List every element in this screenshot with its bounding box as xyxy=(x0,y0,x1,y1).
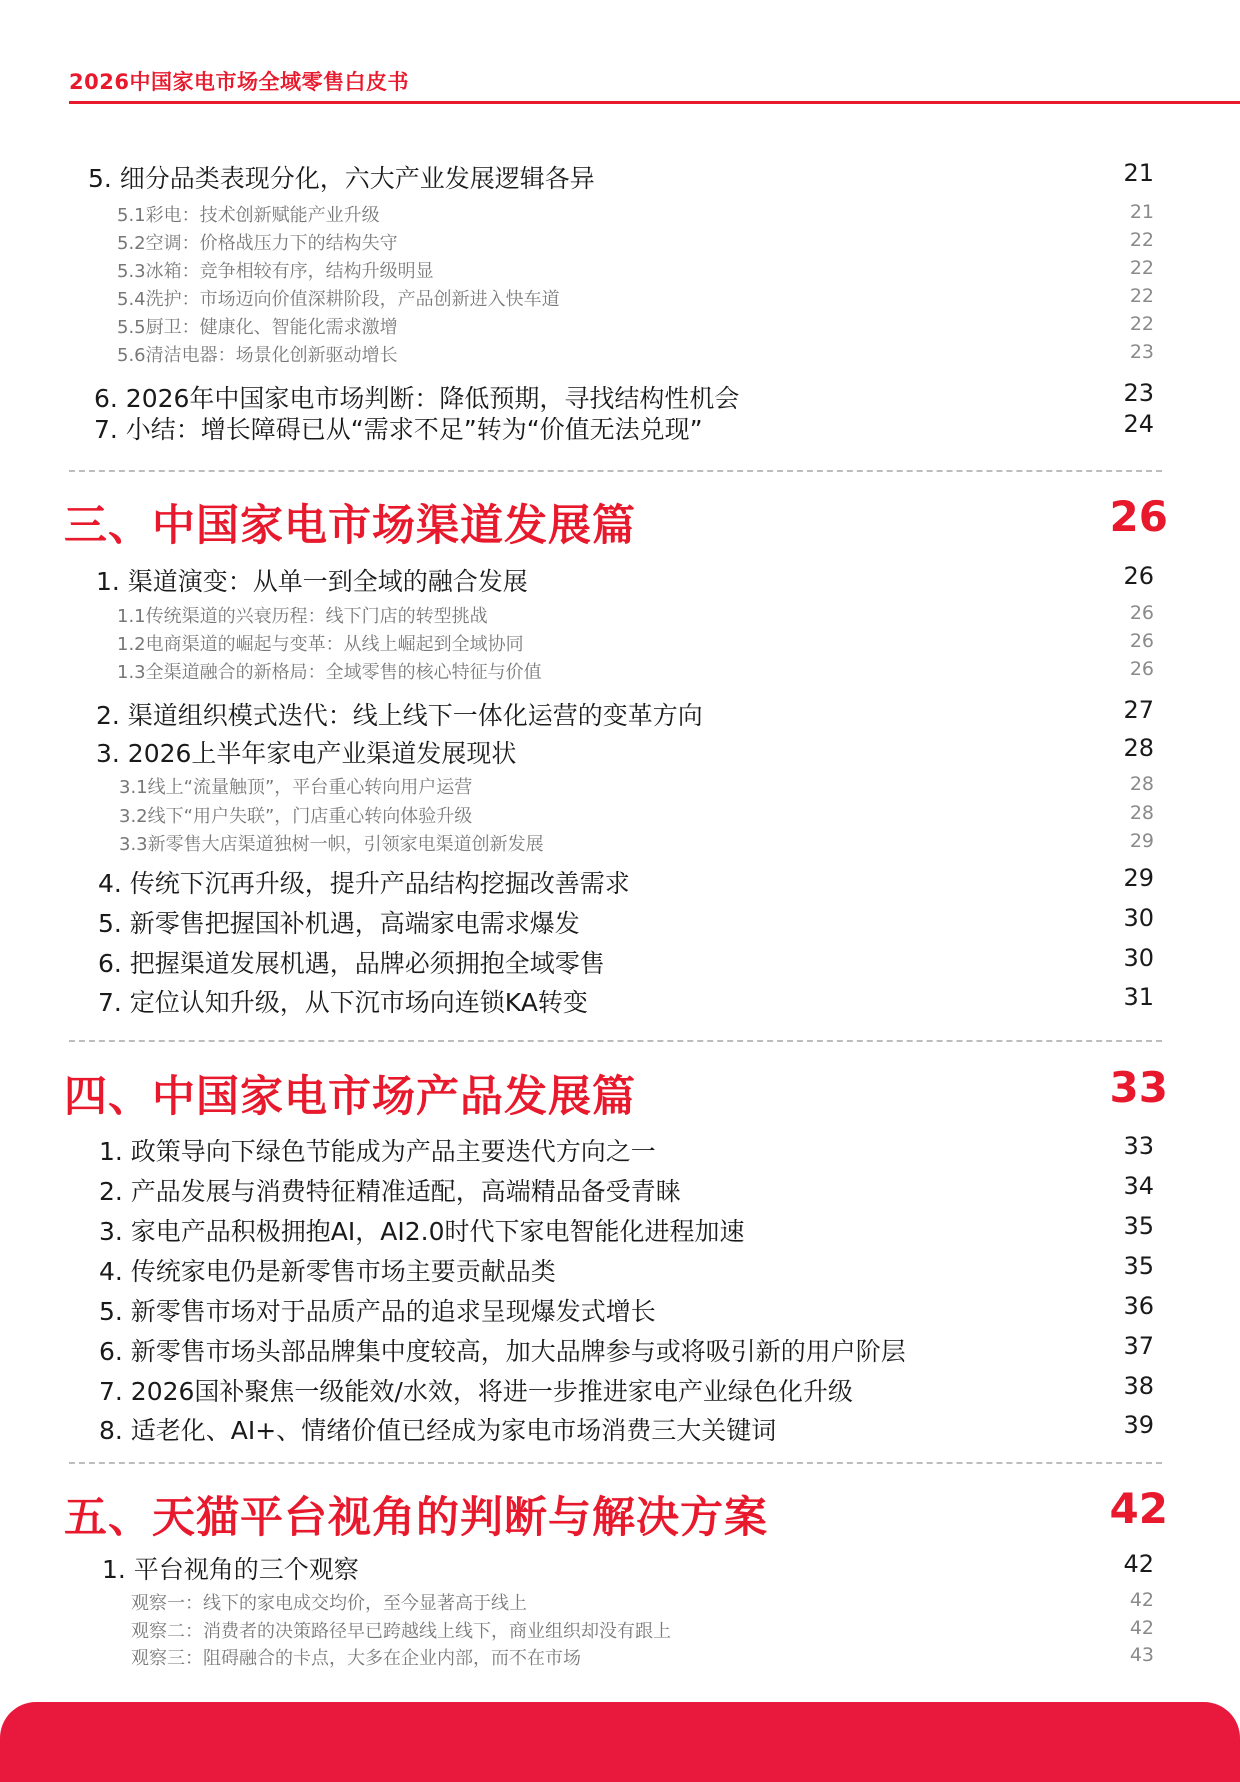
section-divider xyxy=(69,470,1162,472)
toc-entry-page: 36 xyxy=(1123,1292,1154,1320)
toc-subentry-title: 3.3新零售大店渠道独树一帜，引领家电渠道创新发展 xyxy=(119,834,544,855)
toc-subentry-page: 28 xyxy=(1129,773,1154,795)
toc-entry-title: 7. 定位认知升级，从下沉市场向连锁KA转变 xyxy=(98,988,588,1017)
toc-entry-title: 5. 细分品类表现分化，六大产业发展逻辑各异 xyxy=(88,164,595,193)
toc-entry-page: 35 xyxy=(1123,1212,1154,1240)
toc-subentry-title: 1.3全渠道融合的新格局：全域零售的核心特征与价值 xyxy=(117,662,542,683)
toc-subentry-page: 26 xyxy=(1129,658,1154,680)
toc-entry-page: 30 xyxy=(1123,904,1154,932)
toc-subentry-title: 5.1彩电：技术创新赋能产业升级 xyxy=(117,205,380,226)
toc-entry-page: 38 xyxy=(1123,1372,1154,1400)
toc-subentry-title: 观察二：消费者的决策路径早已跨越线上线下，商业组织却没有跟上 xyxy=(131,1621,671,1642)
toc-subentry-page: 22 xyxy=(1129,313,1154,335)
toc-subentry-page: 43 xyxy=(1129,1644,1154,1666)
toc-entry-title: 8. 适老化、AI+、情绪价值已经成为家电市场消费三大关键词 xyxy=(99,1416,777,1445)
toc-subentry-title: 观察一：线下的家电成交均价，至今显著高于线上 xyxy=(131,1593,527,1614)
toc-subentry-title: 1.1传统渠道的兴衰历程：线下门店的转型挑战 xyxy=(117,606,488,627)
toc-subentry-title: 5.2空调：价格战压力下的结构失守 xyxy=(117,233,398,254)
toc-entry-page: 34 xyxy=(1123,1172,1154,1200)
toc-entry-title: 4. 传统下沉再升级，提升产品结构挖掘改善需求 xyxy=(98,869,630,898)
toc-entry-title: 6. 2026年中国家电市场判断：降低预期，寻找结构性机会 xyxy=(94,384,740,413)
toc-entry-title: 3. 家电产品积极拥抱AI，AI2.0时代下家电智能化进程加速 xyxy=(99,1217,745,1246)
toc-subentry-page: 29 xyxy=(1129,830,1154,852)
toc-subentry-title: 观察三：阻碍融合的卡点，大多在企业内部，而不在市场 xyxy=(131,1648,581,1669)
toc-entry-page: 39 xyxy=(1123,1411,1154,1439)
toc-entry-title: 7. 2026国补聚焦一级能效/水效，将进一步推进家电产业绿色化升级 xyxy=(99,1377,853,1406)
toc-entry-page: 21 xyxy=(1123,159,1154,187)
toc-entry-title: 5. 新零售市场对于品质产品的追求呈现爆发式增长 xyxy=(99,1297,656,1326)
section-page: 26 xyxy=(1109,492,1168,541)
toc-subentry-page: 42 xyxy=(1129,1617,1154,1639)
toc-entry-title: 2. 产品发展与消费特征精准适配，高端精品备受青睐 xyxy=(99,1177,681,1206)
toc-subentry-page: 26 xyxy=(1129,602,1154,624)
document-title: 2026中国家电市场全域零售白皮书 xyxy=(69,70,409,94)
toc-entry-title: 5. 新零售把握国补机遇，高端家电需求爆发 xyxy=(98,909,580,938)
toc-subentry-page: 22 xyxy=(1129,257,1154,279)
toc-entry-title: 1. 渠道演变：从单一到全域的融合发展 xyxy=(96,567,528,596)
toc-entry-title: 1. 政策导向下绿色节能成为产品主要迭代方向之一 xyxy=(99,1137,656,1166)
section-page: 42 xyxy=(1109,1484,1168,1533)
toc-entry-page: 24 xyxy=(1123,410,1154,438)
section-title: 三、中国家电市场渠道发展篇 xyxy=(64,501,636,551)
toc-entry-page: 31 xyxy=(1123,983,1154,1011)
toc-subentry-page: 42 xyxy=(1129,1589,1154,1611)
toc-subentry-page: 26 xyxy=(1129,630,1154,652)
toc-entry-title: 1. 平台视角的三个观察 xyxy=(102,1555,359,1584)
toc-entry-page: 42 xyxy=(1123,1550,1154,1578)
toc-subentry-title: 5.6清洁电器：场景化创新驱动增长 xyxy=(117,345,398,366)
toc-entry-page: 30 xyxy=(1123,944,1154,972)
toc-subentry-title: 3.2线下“用户失联”，门店重心转向体验升级 xyxy=(119,806,473,827)
toc-entry-page: 28 xyxy=(1123,734,1154,762)
toc-subentry-page: 22 xyxy=(1129,285,1154,307)
toc-subentry-title: 5.3冰箱：竞争相较有序，结构升级明显 xyxy=(117,261,434,282)
toc-entry-title: 6. 把握渠道发展机遇，品牌必须拥抱全域零售 xyxy=(98,949,605,978)
toc-subentry-title: 5.4洗护：市场迈向价值深耕阶段，产品创新进入快车道 xyxy=(117,289,560,310)
toc-subentry-page: 23 xyxy=(1129,341,1154,363)
section-title: 四、中国家电市场产品发展篇 xyxy=(64,1072,636,1122)
toc-entry-title: 3. 2026上半年家电产业渠道发展现状 xyxy=(96,739,517,768)
toc-entry-title: 2. 渠道组织模式迭代：线上线下一体化运营的变革方向 xyxy=(96,701,703,730)
section-divider xyxy=(69,1462,1162,1464)
toc-entry-title: 6. 新零售市场头部品牌集中度较高，加大品牌参与或将吸引新的用户阶层 xyxy=(99,1337,906,1366)
toc-subentry-title: 5.5厨卫：健康化、智能化需求激增 xyxy=(117,317,398,338)
toc-entry-title: 7. 小结：增长障碍已从“需求不足”转为“价值无法兑现” xyxy=(94,415,703,444)
toc-subentry-page: 28 xyxy=(1129,802,1154,824)
toc-subentry-title: 1.2电商渠道的崛起与变革：从线上崛起到全域协同 xyxy=(117,634,524,655)
toc-entry-page: 33 xyxy=(1123,1132,1154,1160)
section-divider xyxy=(69,1040,1162,1042)
toc-entry-page: 26 xyxy=(1123,562,1154,590)
toc-subentry-page: 22 xyxy=(1129,229,1154,251)
toc-subentry-title: 3.1线上“流量触顶”，平台重心转向用户运营 xyxy=(119,777,473,798)
toc-entry-page: 29 xyxy=(1123,864,1154,892)
toc-entry-title: 4. 传统家电仍是新零售市场主要贡献品类 xyxy=(99,1257,556,1286)
section-page: 33 xyxy=(1109,1063,1168,1112)
header-rule xyxy=(69,101,1240,104)
toc-entry-page: 35 xyxy=(1123,1252,1154,1280)
toc-entry-page: 27 xyxy=(1123,696,1154,724)
section-title: 五、天猫平台视角的判断与解决方案 xyxy=(64,1493,768,1543)
toc-subentry-page: 21 xyxy=(1129,201,1154,223)
toc-entry-page: 37 xyxy=(1123,1332,1154,1360)
footer-bar xyxy=(0,1702,1240,1782)
toc-entry-page: 23 xyxy=(1123,379,1154,407)
